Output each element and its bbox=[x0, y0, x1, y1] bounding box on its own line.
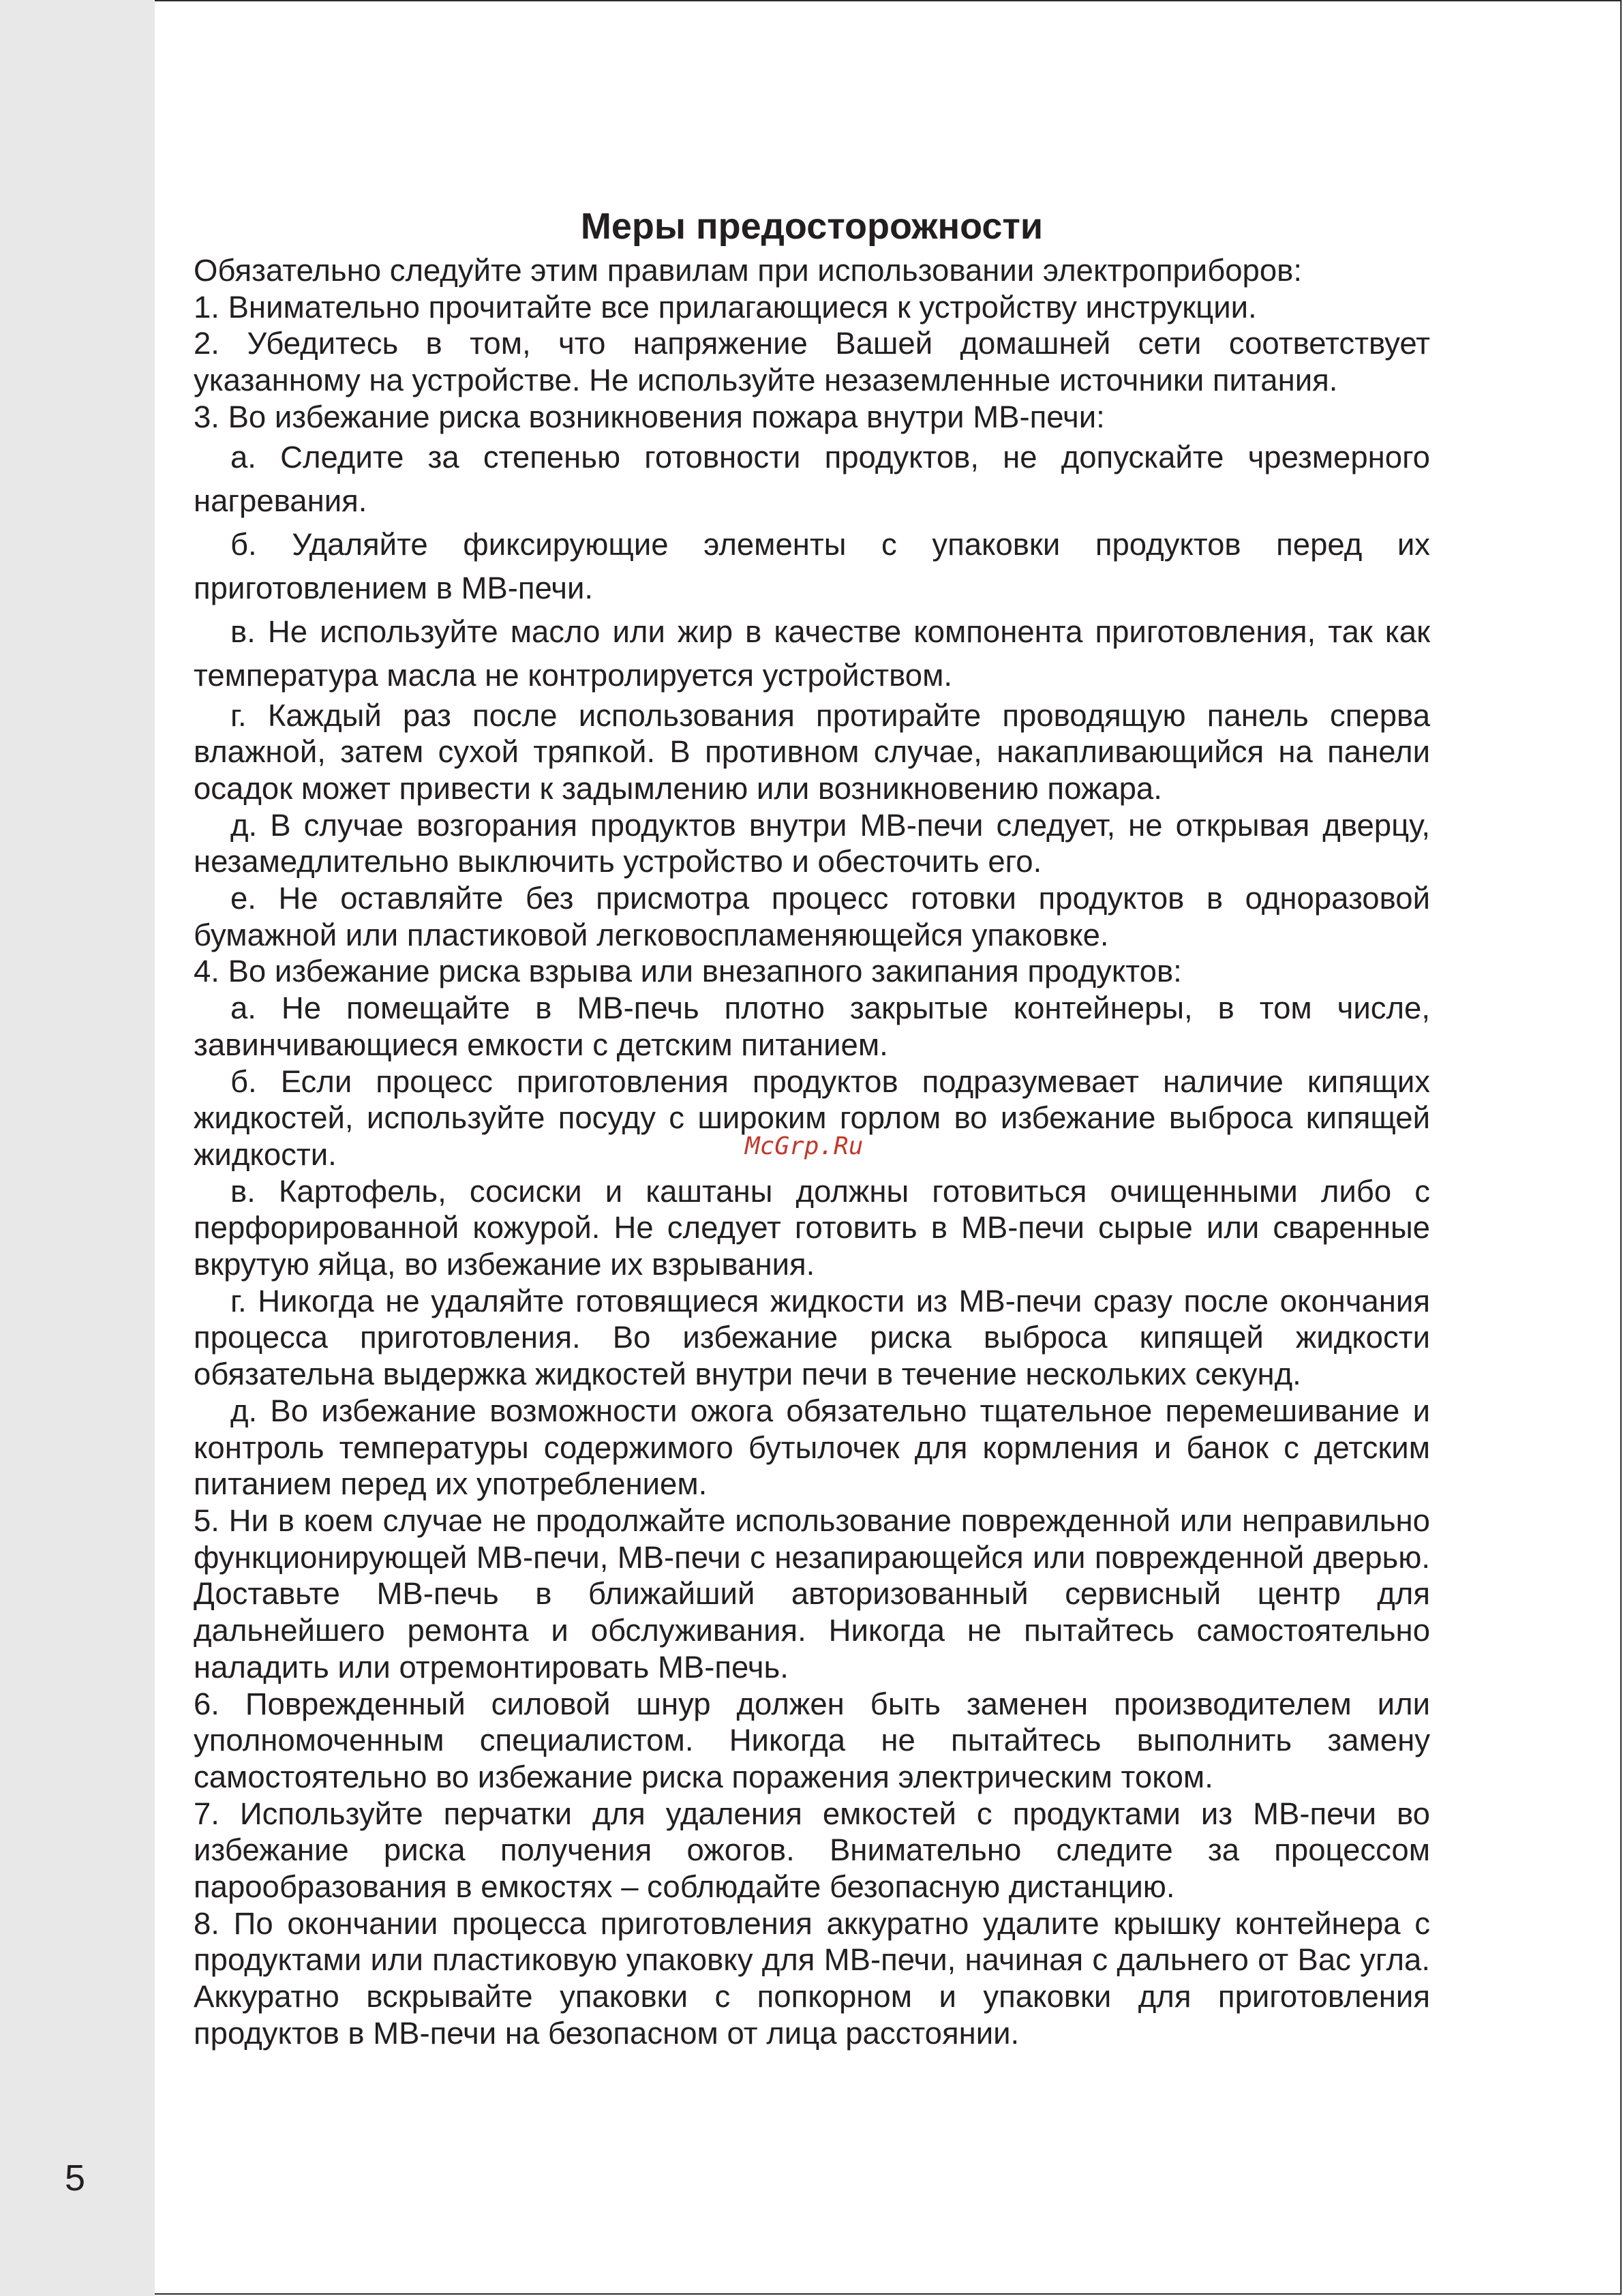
left-margin-strip bbox=[0, 0, 155, 2296]
paragraph-item-3v: в. Не используйте масло или жир в качестве компонента приготовления, так как температура масла не контролируется устройством. bbox=[194, 614, 1430, 693]
paragraph-item-1: 1. Внимательно прочитайте все прилагающиеся к устройству инструкции. bbox=[194, 289, 1257, 324]
paragraph-item-3b: б. Удаляйте фиксирующие элементы с упаковки продуктов перед их приготовлением в МВ-печи. bbox=[194, 526, 1430, 605]
paragraph-item-7: 7. Используйте перчатки для удаления емкостей с продуктами из МВ-печи во избежание риска получения ожогов. Внимательно следите за процессом парообразования в емкостях – соблюдайте безопасную дистанцию. bbox=[194, 1796, 1430, 1905]
page-title: Меры предосторожности bbox=[580, 206, 1044, 247]
paragraph-item-2: 2. Убедитесь в том, что напряжение Вашей домашней сети соответствует указанному на устройстве. Не используйте незаземленные источники питания. bbox=[194, 326, 1430, 398]
paragraph-item-4v: в. Картофель, сосиски и каштаны должны готовиться очищенными либо с перфорированной кожурой. Не следует готовить в МВ-печи сырые или сваренные вкрутую яйца, во избежание их взрывания. bbox=[194, 1173, 1430, 1282]
paragraph-item-3d: д. В случае возгорания продуктов внутри МВ-печи следует, не открывая дверцу, незамедлительно выключить устройство и обесточить его. bbox=[194, 807, 1430, 879]
paragraph-item-4d: д. Во избежание возможности ожога обязательно тщательное перемешивание и контроль температуры содержимого бутылочек для кормления и банок с детским питанием перед их употреблением. bbox=[194, 1393, 1430, 1502]
paragraph-item-3: 3. Во избежание риска возникновения пожара внутри МВ-печи: bbox=[194, 399, 1105, 434]
paragraph-item-4: 4. Во избежание риска взрыва или внезапного закипания продуктов: bbox=[194, 954, 1182, 989]
paragraph-intro: Обязательно следуйте этим правилам при использовании электроприборов: bbox=[194, 253, 1302, 288]
paragraph-item-3g: г. Каждый раз после использования протирайте проводящую панель сперва влажной, затем сухой тряпкой. В противном случае, накапливающийся на панели осадок может привести к задымлению или возникновению пожара. bbox=[194, 697, 1430, 806]
watermark-text: McGrp.Ru bbox=[745, 1132, 864, 1160]
paragraph-item-4a: а. Не помещайте в МВ-печь плотно закрытые контейнеры, в том числе, завинчивающиеся емкости с детским питанием. bbox=[194, 991, 1430, 1062]
paragraph-item-4g: г. Никогда не удаляйте готовящиеся жидкости из МВ-печи сразу после окончания процесса приготовления. Во избежание риска выброса кипящей жидкости обязательна выдержка жидкостей внутри печи в течение нескольких секунд. bbox=[194, 1283, 1430, 1392]
paragraph-item-3a: а. Следите за степенью готовности продуктов, не допускайте чрезмерного нагревания. bbox=[194, 439, 1430, 518]
paragraph-item-4b: б. Если процесс приготовления продуктов подразумевает наличие кипящих жидкостей, используйте посуду с широким горлом во избежание выброса кипящей жидкости. bbox=[194, 1063, 1430, 1172]
paragraph-item-8: 8. По окончании процесса приготовления аккуратно удалите крышку контейнера с продуктами или пластиковую упаковку для МВ-печи, начиная с дальнего от Вас угла. Аккуратно вскрывайте упаковки с попкорном и упаковки для приготовления продуктов в МВ-печи на безопасном от лица расстоянии. bbox=[194, 1905, 1430, 2051]
paragraph-item-6: 6. Поврежденный силовой шнур должен быть заменен производителем или уполномоченным специалистом. Никогда не пытайтесь выполнить замену самостоятельно во избежание риска поражения электрическим током. bbox=[194, 1686, 1430, 1794]
paragraph-item-3e: е. Не оставляйте без присмотра процесс готовки продуктов в одноразовой бумажной или пластиковой легковоспламеняющейся упаковке. bbox=[194, 881, 1430, 952]
page-number: 5 bbox=[65, 2158, 86, 2199]
paragraph-item-5: 5. Ни в коем случае не продолжайте использование поврежденной или неправильно функционирующей МВ-печи, МВ-печи с незапирающейся или поврежденной дверью. Доставьте МВ-печь в ближайший авторизованный сервисный центр для дальнейшего ремонта и обслуживания. Никогда не пытайтесь самостоятельно наладить или отремонтировать МВ-печь. bbox=[194, 1502, 1430, 1685]
